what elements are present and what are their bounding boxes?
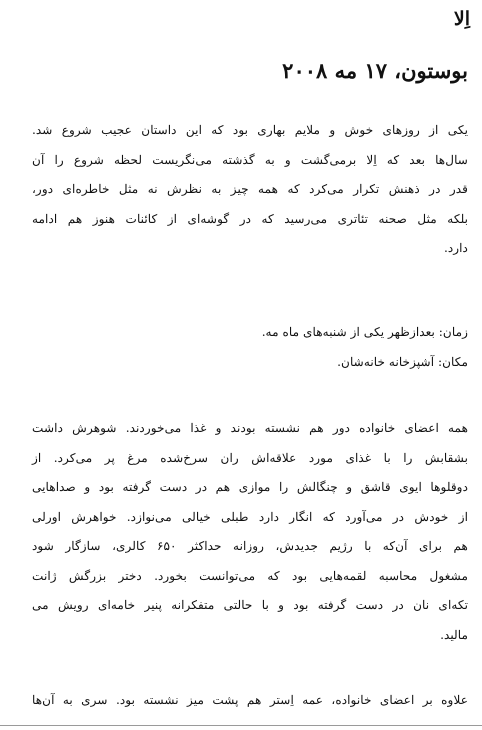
story-paragraph bbox=[32, 414, 468, 650]
text-line: سال‌ها بعد که اِلا برمی‌گشت و به گذشته می‌نگریست لحظه شروع را آن bbox=[32, 152, 468, 167]
page-bottom-rule bbox=[0, 725, 482, 726]
next-paragraph bbox=[32, 686, 468, 716]
text-line: از خودش در می‌آورد که انگار دارد طبلی خیالی می‌نوازد. خواهرش اورلی bbox=[32, 509, 468, 524]
text-line: تکه‌ای نان در دست گرفته بود و با حالتی متفکرانه پنیر خامه‌ای رویش می bbox=[32, 598, 468, 612]
text-line: علاوه بر اعضای خانواده، عمه اِستر هم پشت میز نشسته بود. سری به آن‌ها bbox=[32, 693, 468, 707]
running-head: اِلا bbox=[453, 8, 470, 30]
text-line: هم برای آن‌که با رژیم جدیدش، روزانه حداکثر ۶۵۰ کالری، سازگار شود bbox=[32, 539, 468, 553]
text-line: دارد. bbox=[443, 241, 468, 255]
intro-paragraph bbox=[32, 116, 468, 264]
text-line: قدر در ذهنش تکرار می‌کرد که همه چیز به نظرش نه مثل خاطره‌ای دور، bbox=[32, 182, 468, 196]
text-line: بلکه مثل صحنه تئاتری می‌رسید که در گوشه‌ای از کائنات هنوز هم ادامه bbox=[32, 211, 468, 226]
text-line: بشقابش را با غذای مورد علاقه‌اش ران سرخ‌شده مرغ پر می‌کرد. از bbox=[32, 450, 468, 465]
text-line: دوقلوها ایوی قاشق و چنگالش را موازی هم در دست گرفته بود و صداهایی bbox=[32, 480, 468, 494]
text-line: مشغول محاسبه لقمه‌هایی بود که می‌توانست بخورد. دختر بزرگش ژانت bbox=[32, 568, 468, 583]
scene-info bbox=[200, 318, 468, 377]
scene-place: مکان: آشپزخانه خانه‌شان. bbox=[337, 354, 468, 369]
scene-time: زمان: بعدازظهر یکی از شنبه‌های ماه مه. bbox=[261, 325, 468, 339]
text-line: مالید. bbox=[440, 627, 468, 642]
chapter-title: بوستون، ۱۷ مه ۲۰۰۸ bbox=[282, 58, 468, 83]
text-line: همه اعضای خانواده دور هم نشسته بودند و غذا می‌خوردند. شوهرش داشت bbox=[32, 421, 468, 435]
text-line: یکی از روزهای خوش و ملایم بهاری بود که این داستان عجیب شروع شد. bbox=[32, 123, 468, 137]
